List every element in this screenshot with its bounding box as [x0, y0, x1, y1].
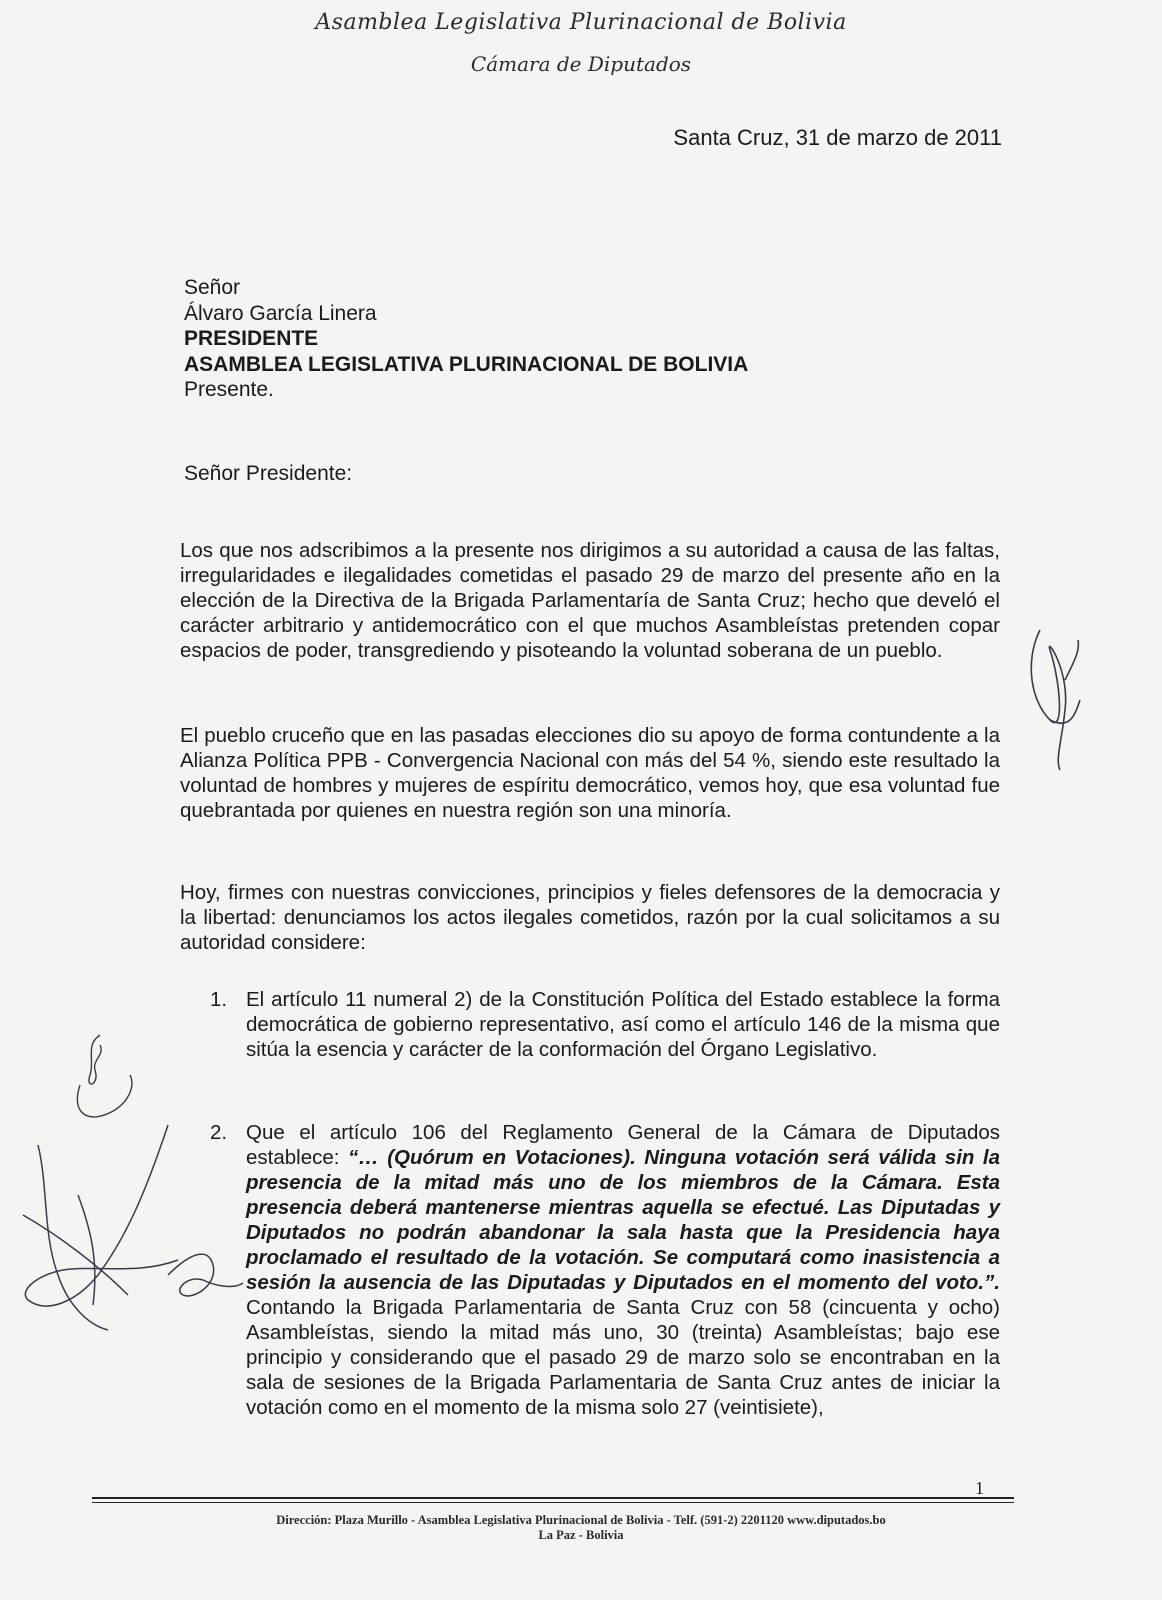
recipient-salutation: Señor — [184, 276, 241, 299]
footer-divider — [92, 1502, 1014, 1503]
list-item-text-intro: Que el artículo 106 del Reglamento General de la Cámara de Diputados establece: — [246, 1121, 1000, 1169]
list-item-text: El artículo 11 numeral 2) de la Constitución Política del Estado establece la forma democrática de gobierno representativo, así como el artículo 146 de la misma que sitúa la esencia y carácter de la conformación del Órgano Legislativo. — [246, 988, 1000, 1061]
recipient-institution: ASAMBLEA LEGISLATIVA PLURINACIONAL DE BOLIVIA — [184, 352, 749, 376]
list-item — [210, 1120, 1000, 1420]
footer-city: La Paz - Bolivia — [538, 1528, 624, 1542]
left-margin-initials — [70, 1025, 150, 1135]
greeting: Señor Presidente: — [184, 462, 353, 485]
list-item-number: 1. — [210, 988, 228, 1011]
list-item — [210, 987, 1000, 1062]
list-item-number: 2. — [210, 1121, 228, 1144]
list-item-text-continuation: Contando la Brigada Parlamentaria de Santa Cruz con 58 (cincuenta y ocho) Asambleístas, siendo la mitad más uno, 30 (treinta) Asambleístas; bajo ese principio y considerando que el pasado 29 de marzo solo se encontraban en la sala de sesiones de la Brigada Parlamentaria de Santa Cruz antes de iniciar la votación como en el momento de la misma solo 27 (veintisiete), — [246, 1296, 1000, 1419]
recipient-title: PRESIDENTE — [184, 327, 319, 350]
left-margin-signature — [18, 1125, 248, 1345]
right-margin-signature — [1020, 620, 1100, 780]
regulation-quote: “… (Quórum en Votaciones). Ninguna votación será válida sin la presencia de la mitad más uno de los miembros de la Cámara. Esta presencia deberá mantenerse mientras aquella se efectué. Las Diputadas y Diputados no podrán abandonar la sala hasta que la Presidencia haya proclamado el resultado de la votación. Se computará como inasistencia a sesión la ausencia de las Diputadas y Diputados en el momento del voto.”. — [246, 1146, 1000, 1294]
body-paragraph: Los que nos adscribimos a la presente nos dirigimos a su autoridad a causa de las faltas, irregularidades e ilegalidades cometidas el pasado 29 de marzo del presente año en la elección de la Directiva de la Brigada Parlamentaría de Santa Cruz; hecho que develó el carácter arbitrario y antidemocrático con el que muchos Asambleístas pretenden copar espacios de poder, transgrediendo y pisoteando la voluntad soberana de un pueblo. — [180, 539, 1000, 662]
body-paragraph: Hoy, firmes con nuestras convicciones, principios y fieles defensores de la democracia y la libertad: denunciamos los actos ilegales cometidos, razón por la cual solicitamos a su autoridad considere: — [180, 881, 1000, 954]
letterhead-chamber: Cámara de Diputados — [470, 52, 692, 76]
letter-date: Santa Cruz, 31 de marzo de 2011 — [673, 125, 1002, 150]
list-item-text — [246, 1120, 1000, 1420]
page-number: 1 — [975, 1478, 984, 1498]
recipient-closing: Presente. — [184, 378, 274, 401]
recipient-block — [184, 275, 748, 403]
body-paragraph: El pueblo cruceño que en las pasadas elecciones dio su apoyo de forma contundente a la Alianza Política PPB - Convergencia Nacional con más del 54 %, siendo este resultado la voluntad de hombres y mujeres de espíritu democrático, vemos hoy, que esa voluntad fue quebrantada por quienes en nuestra región son una minoría. — [180, 724, 1000, 822]
letter-footer — [0, 1513, 1162, 1543]
recipient-name: Álvaro García Linera — [184, 301, 377, 325]
footer-address: Dirección: Plaza Murillo - Asamblea Legislativa Plurinacional de Bolivia - Telf. (591-2) 2201120 www.diputados.bo — [276, 1513, 886, 1527]
footer-divider — [92, 1497, 1014, 1499]
letterhead-institution: Asamblea Legislativa Plurinacional de Bolivia — [315, 10, 847, 35]
